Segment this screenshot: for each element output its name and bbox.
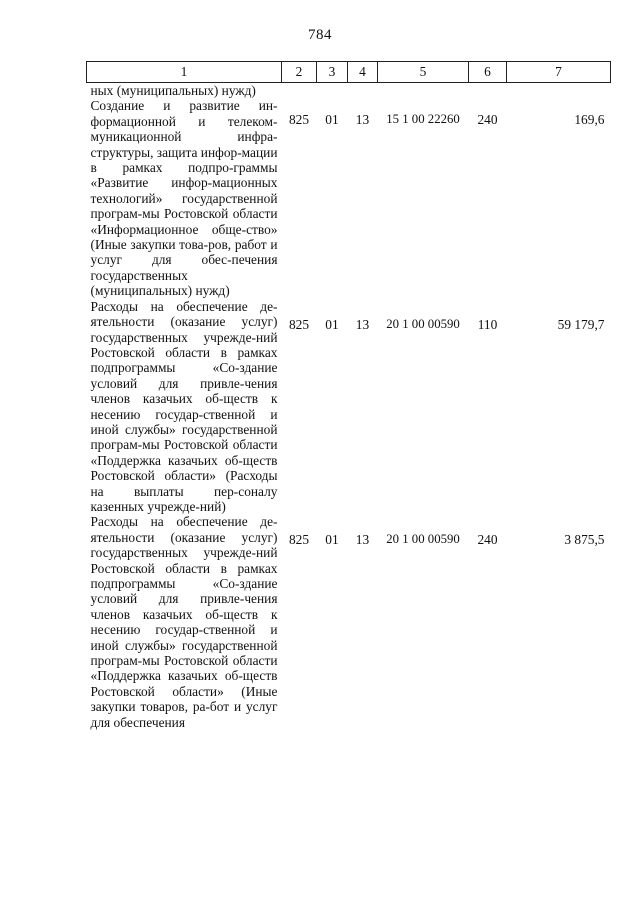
row-col5: 20 1 00 00590 <box>386 532 460 547</box>
row-col2: 825 <box>288 316 310 332</box>
column-header-7: 7 <box>507 62 611 83</box>
row-col3: 01 <box>325 112 339 128</box>
column-header-4: 4 <box>348 62 378 83</box>
column-header-6: 6 <box>469 62 507 83</box>
continuation-description: ных (муниципальных) нужд) <box>90 83 256 98</box>
row-col4: 13 <box>355 532 370 548</box>
row-col3: 01 <box>325 532 339 548</box>
row-description: Создание и развитие ин-формационной и телеком-муникационной инфра-структуры, защита инфор-мации в рамках подпро-граммы «Развитие инфор-мационных технологий» государственной програм-мы Ростовской области «Информационное обще-ство» (Иные закупки това-ров, работ и услуг для обес-печения государственных (муниципальных) нужд) <box>90 98 278 299</box>
row-col5: 20 1 00 00590 <box>386 316 460 331</box>
column-header-1: 1 <box>87 62 282 83</box>
row-col6: 110 <box>477 316 498 332</box>
table-row-continuation <box>87 83 611 99</box>
column-header-2: 2 <box>282 62 317 83</box>
page-number: 784 <box>308 27 332 43</box>
row-col4: 13 <box>355 112 370 128</box>
row-description: Расходы на обеспечение де-ятельности (оказание услуг) государственных учрежде-ний Ростовской области в рамках подпрограммы «Со-здание условий для привле-чения членов казачьих об-ществ к несению государ-ственной и иной службы» государственной програм-мы Ростовской области «Поддержка казачьих об-ществ Ростовской области» (Иные закупки товаров, ра-бот и услуг для обеспечения <box>90 514 278 730</box>
column-header-5: 5 <box>378 62 469 83</box>
table-row <box>87 299 611 515</box>
budget-table <box>86 61 611 730</box>
row-col7: 169,6 <box>574 112 605 128</box>
row-col7: 3 875,5 <box>564 532 605 548</box>
row-col2: 825 <box>288 532 310 548</box>
column-header-3: 3 <box>317 62 348 83</box>
row-col6: 240 <box>477 112 498 128</box>
row-col2: 825 <box>288 112 310 128</box>
row-col4: 13 <box>355 316 370 332</box>
row-col5: 15 1 00 22260 <box>386 112 460 127</box>
row-col3: 01 <box>325 316 339 332</box>
header-row <box>87 62 611 83</box>
row-col7: 59 179,7 <box>557 316 605 332</box>
table-row <box>87 514 611 730</box>
row-col6: 240 <box>477 532 498 548</box>
row-description: Расходы на обеспечение де-ятельности (оказание услуг) государственных учрежде-ний Ростовской области в рамках подпрограммы «Со-здание условий для привле-чения членов казачьих об-ществ к несению государ-ственной и иной службы» государственной програм-мы Ростовской области «Поддержка казачьих об-ществ Ростовской области» (Расходы на выплаты пер-соналу казенных учрежде-ний) <box>90 298 278 514</box>
table-row <box>87 98 611 298</box>
